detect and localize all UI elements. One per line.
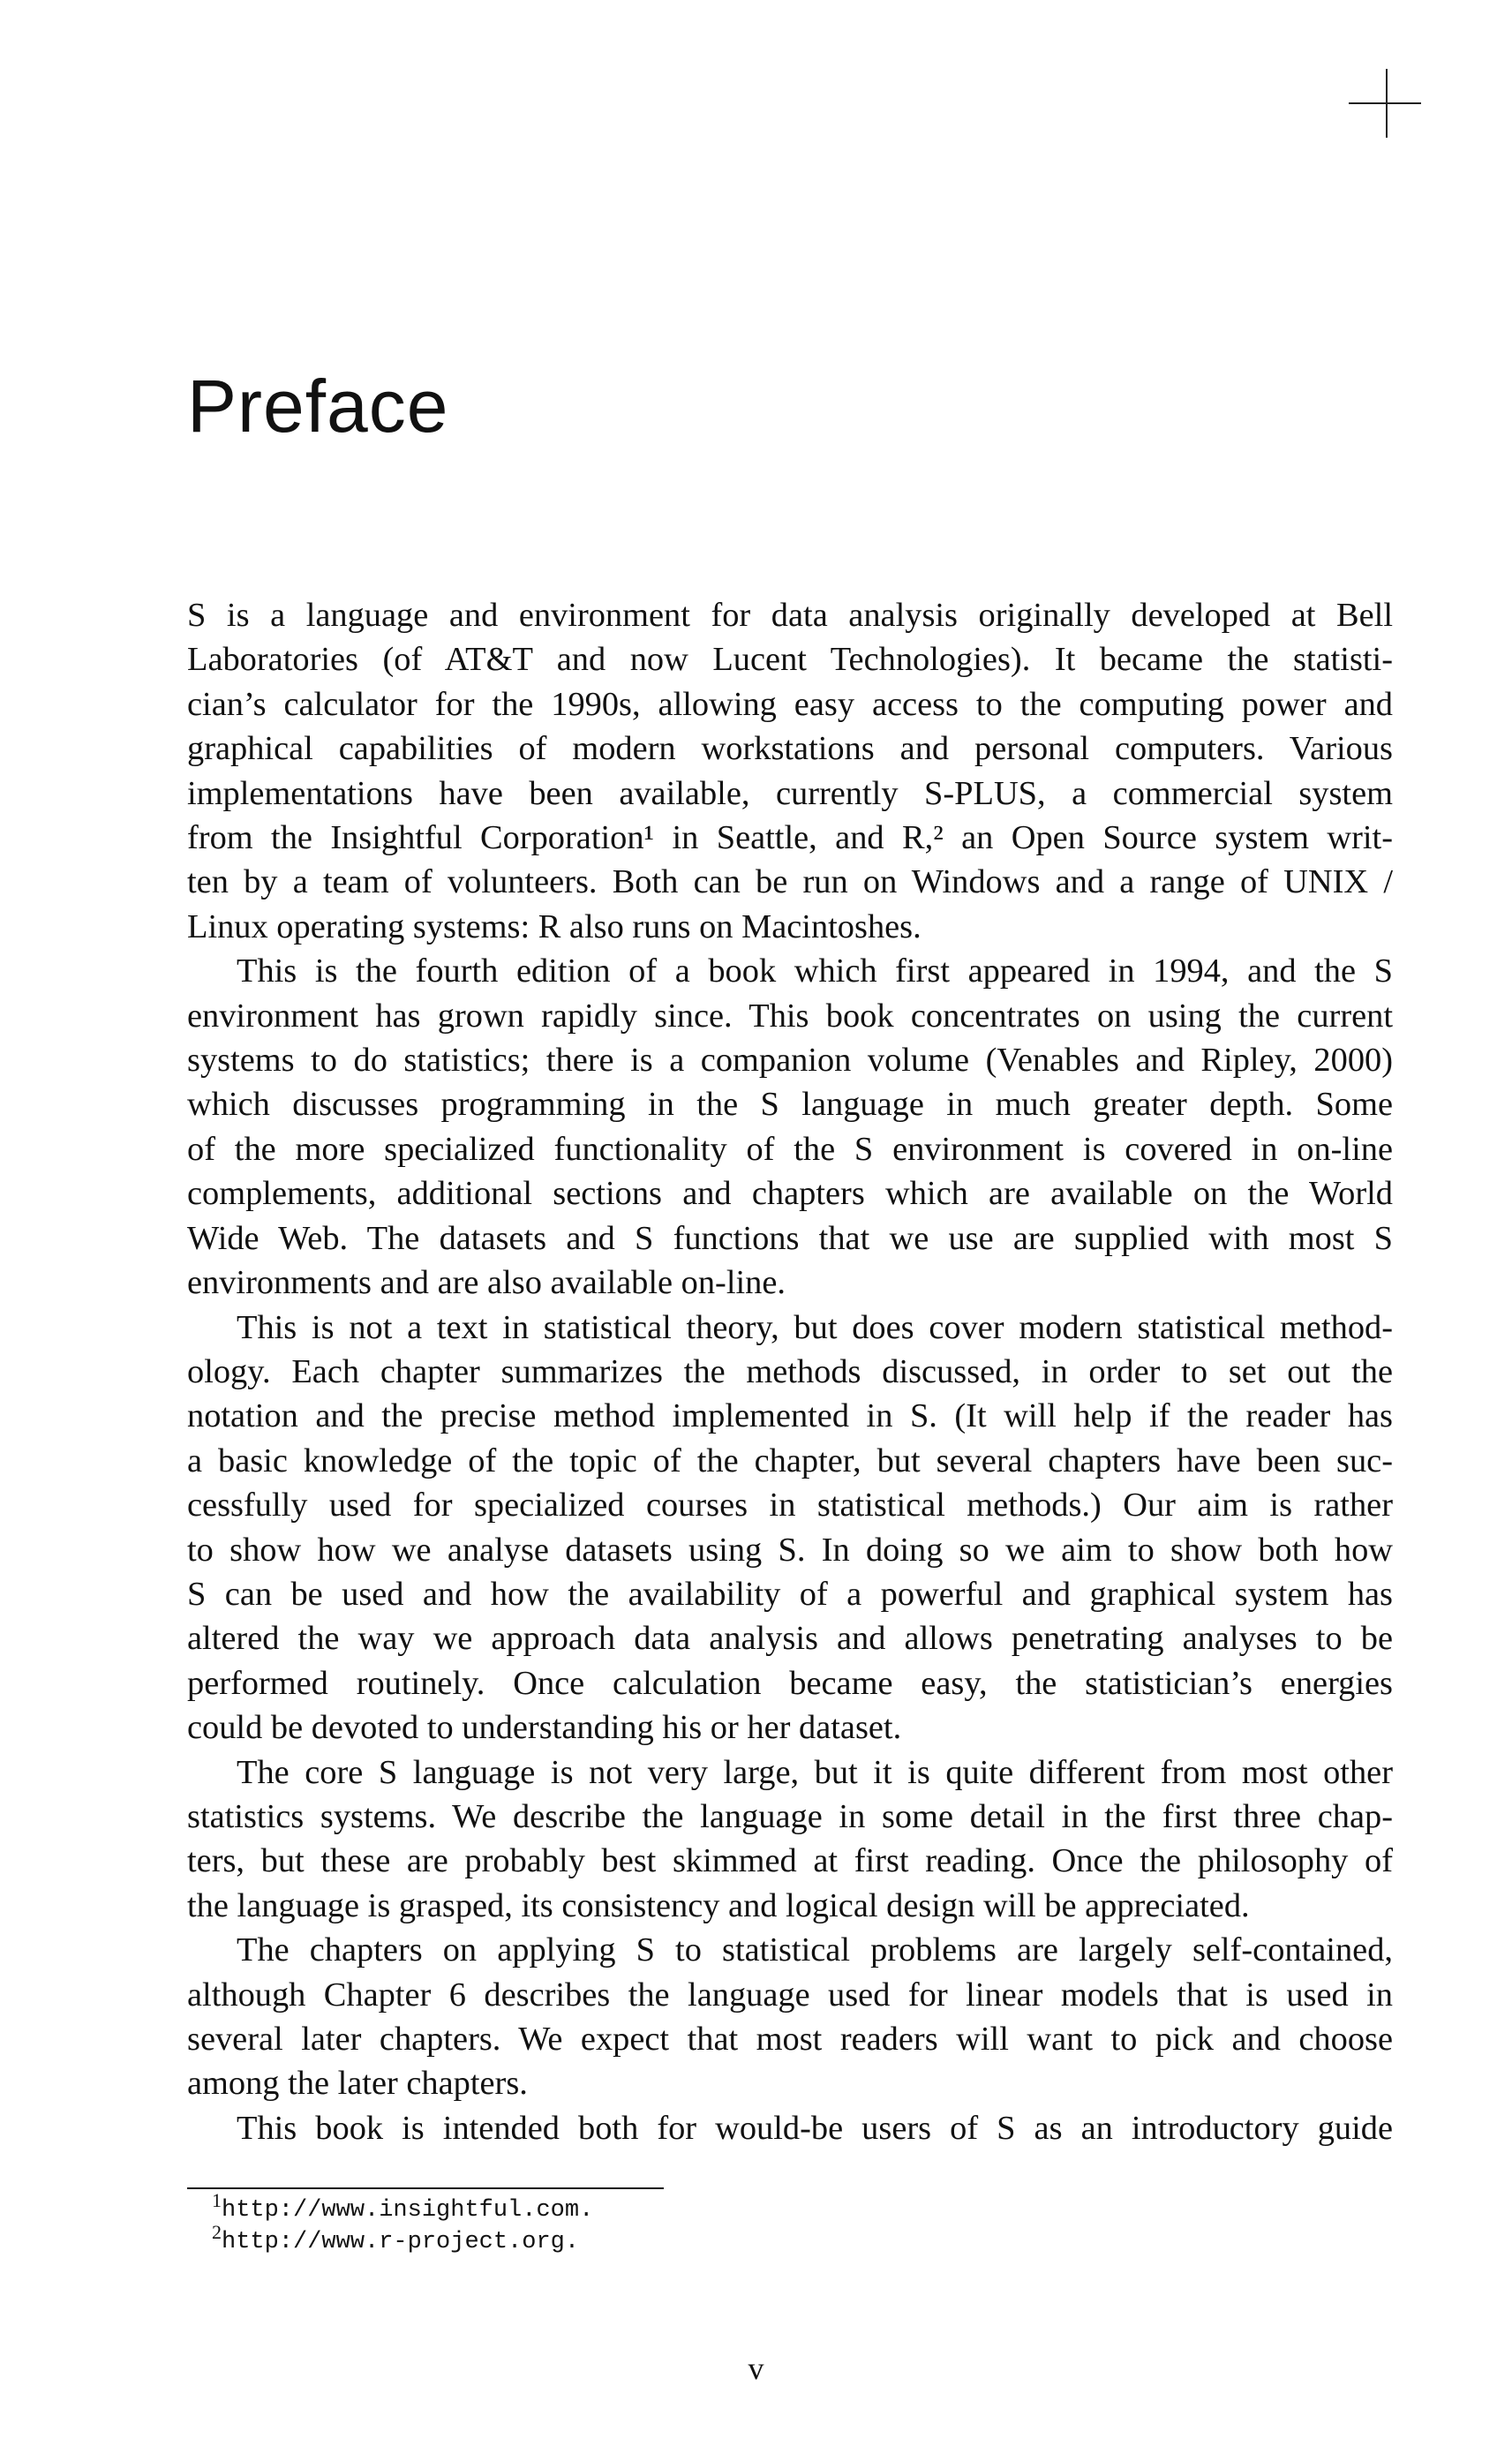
paragraph (187, 1306, 1393, 1750)
text-line: statistics systems. We describe the language in some detail in the first three chap- (187, 1797, 1393, 1835)
text-line: Linux operating systems: R also runs on Macintoshes. (187, 907, 921, 945)
text-line: altered the way we approach data analysis and allows penetrating analyses to be (187, 1620, 1393, 1658)
text-line: the language is grasped, its consistency and logical design will be appreciated. (187, 1886, 1250, 1924)
text-line: among the later chapters. (187, 2065, 528, 2103)
text-line: a basic knowledge of the topic of the chapter, but several chapters have been suc- (187, 1442, 1393, 1479)
footnote-mark: 1 (212, 2189, 222, 2211)
paragraph (187, 593, 1393, 949)
footnote-rule (187, 2187, 664, 2189)
text-line: could be devoted to understanding his or her dataset. (187, 1709, 902, 1747)
text-line: systems to do statistics; there is a companion volume (Venables and Ripley, 2000) (187, 1042, 1393, 1080)
text-line: environment has grown rapidly since. This book concentrates on using the current (187, 997, 1393, 1035)
crop-mark-horizontal (1349, 102, 1421, 104)
text-line: cessfully used for specialized courses in statistical methods.) Our aim is rather (187, 1487, 1393, 1524)
paragraph (187, 2106, 1393, 2150)
footnotes (212, 2189, 594, 2258)
text-line: ten by a team of volunteers. Both can be run on Windows and a range of UNIX / (187, 863, 1393, 901)
text-line: Wide Web. The datasets and S functions that we use are supplied with most S (187, 1219, 1393, 1257)
text-line: Laboratories (of AT&T and now Lucent Technologies). It became the statisti- (187, 641, 1393, 679)
text-line: S can be used and how the availability of a powerful and graphical system has (187, 1575, 1393, 1613)
footnote-url: http://www.insightful.com. (222, 2197, 594, 2224)
text-line: implementations have been available, currently S-PLUS, a commercial system (187, 774, 1393, 812)
text-line: graphical capabilities of modern workstations and personal computers. Various (187, 730, 1393, 768)
footnote (212, 2189, 594, 2226)
text-line: although Chapter 6 describes the language used for linear models that is used in (187, 1976, 1393, 2014)
preface-body (187, 593, 1393, 2150)
page-number: v (748, 2351, 764, 2386)
footnote-url: http://www.r-project.org. (222, 2229, 580, 2255)
text-line: The chapters on applying S to statistical problems are largely self-contained, (237, 1931, 1393, 1969)
text-line: This book is intended both for would-be users of S as an introductory guide (237, 2109, 1393, 2147)
text-line: which discusses programming in the S language in much greater depth. Some (187, 1086, 1393, 1124)
text-line: This is the fourth edition of a book which first appeared in 1994, and the S (237, 952, 1393, 990)
text-line: of the more specialized functionality of the S environment is covered in on-line (187, 1130, 1393, 1168)
text-line: notation and the precise method implemented in S. (It will help if the reader has (187, 1397, 1393, 1435)
text-line: This is not a text in statistical theory, but does cover modern statistical method- (237, 1308, 1393, 1346)
paragraph (187, 1750, 1393, 1929)
text-line: The core S language is not very large, but it is quite different from most other (237, 1753, 1393, 1791)
paragraph (187, 949, 1393, 1305)
crop-mark-vertical (1386, 69, 1388, 138)
text-line: performed routinely. Once calculation became easy, the statistician’s energies (187, 1664, 1393, 1702)
text-line: S is a language and environment for data analysis originally developed at Bell (187, 597, 1393, 634)
text-line: cian’s calculator for the 1990s, allowing easy access to the computing power and (187, 685, 1393, 723)
footnote (212, 2221, 593, 2258)
text-line: to show how we analyse datasets using S. In doing so we aim to show both how (187, 1531, 1393, 1569)
text-line: ology. Each chapter summarizes the methods discussed, in order to set out the (187, 1352, 1393, 1390)
text-line: environments and are also available on-line. (187, 1264, 786, 1302)
text-line: several later chapters. We expect that most readers will want to pick and choose (187, 2021, 1393, 2058)
text-line: ters, but these are probably best skimmed at first reading. Once the philosophy of (187, 1842, 1393, 1880)
text-line: complements, additional sections and chapters which are available on the World (187, 1175, 1393, 1213)
paragraph (187, 1928, 1393, 2106)
text-line: from the Insightful Corporation¹ in Seattle, and R,² an Open Source system writ- (187, 819, 1393, 857)
footnote-mark: 2 (212, 2221, 222, 2243)
page-title: Preface (187, 365, 449, 448)
